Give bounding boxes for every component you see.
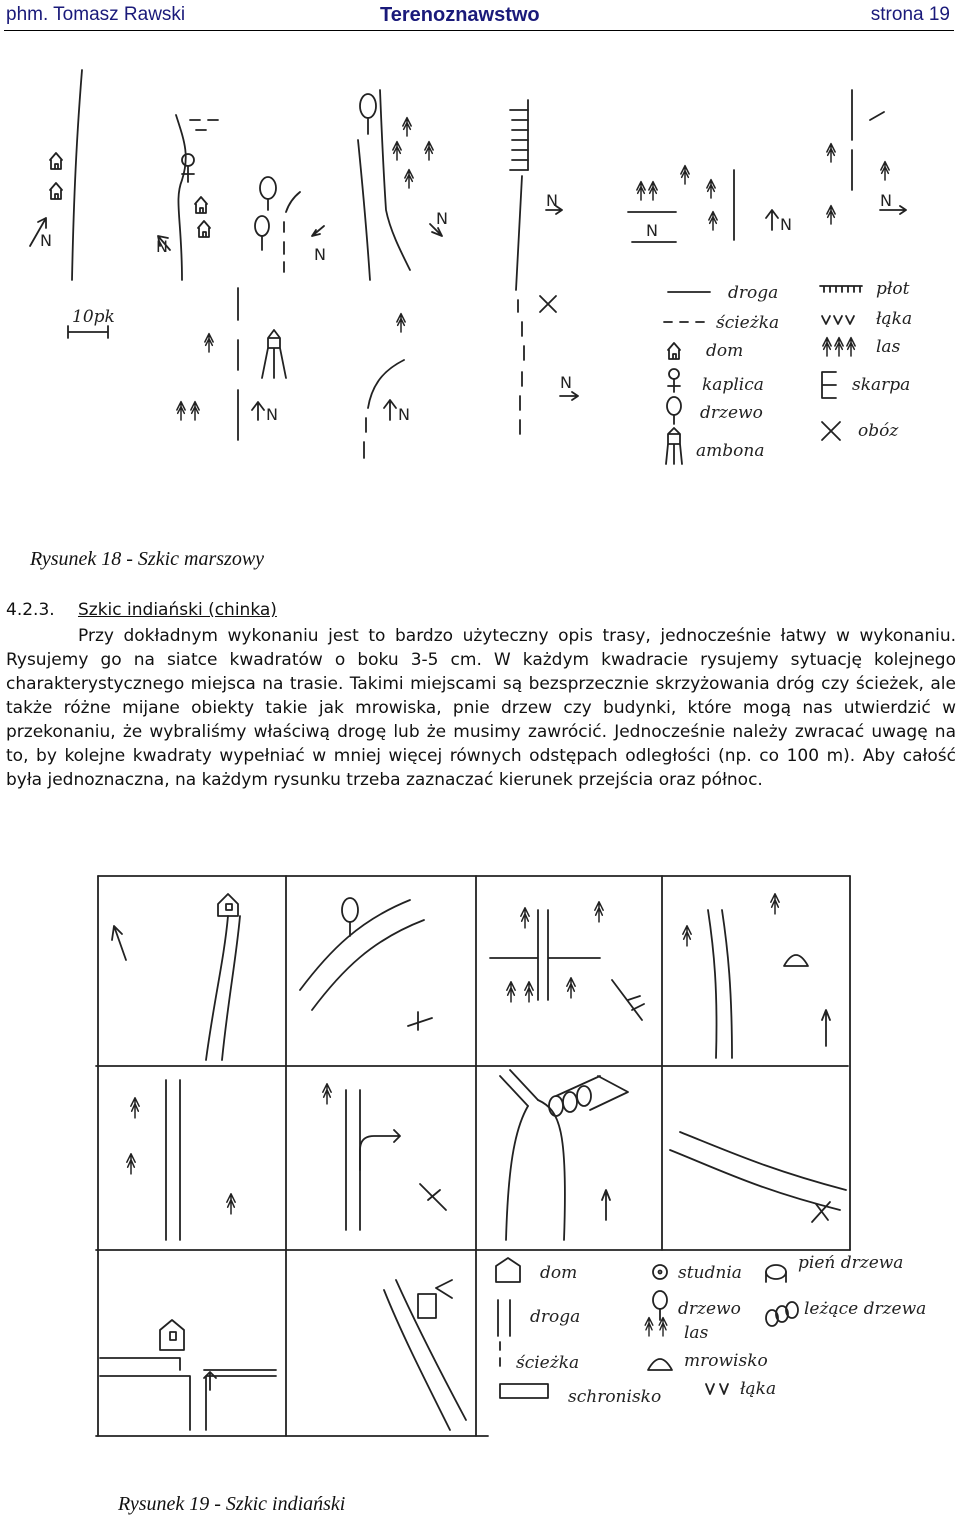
- legend-label: las: [876, 337, 901, 357]
- figure-19-legend: [496, 1253, 926, 1407]
- legend-label: pień drzewa: [798, 1253, 904, 1273]
- legend-label: droga: [530, 1307, 581, 1327]
- grid-cell-9: [100, 1320, 276, 1430]
- grid-cell-6: [323, 1084, 446, 1230]
- house-icon: [668, 343, 680, 359]
- north-label: N: [398, 405, 410, 424]
- north-label: N: [266, 405, 278, 424]
- grid-cell-4: [683, 894, 830, 1058]
- shelter-icon: [500, 1384, 548, 1398]
- hunting-stand-icon: [666, 428, 682, 464]
- well-icon: [653, 1265, 667, 1279]
- legend-label: las: [684, 1323, 709, 1343]
- tree-icon: [653, 1291, 667, 1320]
- grid-cell-5: [127, 1080, 235, 1240]
- legend-label: skarpa: [852, 375, 911, 395]
- grid-cell-8: [670, 1132, 846, 1222]
- legend-label: kaplica: [702, 375, 764, 395]
- march-sketch-panel-5: [510, 100, 562, 290]
- figure-18-march-sketch: [0, 60, 960, 500]
- legend-label: schronisko: [568, 1387, 662, 1407]
- escarpment-icon: [822, 372, 836, 398]
- page-header: [0, 0, 960, 34]
- march-sketch-panel-7: [827, 90, 906, 224]
- legend-label: studnia: [678, 1263, 742, 1283]
- stump-icon: [766, 1265, 786, 1282]
- header-author: phm. Tomasz Rawski: [6, 4, 186, 25]
- legend-label: obóz: [858, 421, 899, 441]
- header-rule: [4, 30, 954, 31]
- house-icon: [50, 153, 62, 169]
- grid-cell-7: [500, 1070, 628, 1240]
- section-number: 4.2.3.: [6, 600, 55, 620]
- house-icon: [50, 183, 62, 199]
- legend-label: łąka: [876, 309, 913, 329]
- march-sketch-panel-9: [262, 314, 410, 458]
- fence-icon: [820, 286, 862, 292]
- legend-label: ścieżka: [716, 313, 780, 333]
- tree-icon: [667, 397, 681, 424]
- north-label: N: [40, 231, 52, 250]
- legend-label: ścieżka: [516, 1353, 580, 1373]
- north-label: N: [546, 191, 558, 210]
- house-icon: [496, 1258, 520, 1282]
- meadow-icon: [706, 1384, 728, 1394]
- logs-icon: [766, 1302, 798, 1326]
- road-icon: [498, 1300, 510, 1336]
- grid-cell-3: [490, 902, 644, 1020]
- camp-icon: [822, 422, 840, 440]
- meadow-icon: [822, 316, 854, 324]
- march-sketch-panel-10: [518, 296, 578, 434]
- tree-icon: [260, 177, 276, 199]
- march-sketch-panel-2: [156, 115, 218, 280]
- march-sketch-panel-6: [628, 166, 792, 242]
- legend-label: łąka: [740, 1379, 777, 1399]
- forest-icon: [645, 1318, 667, 1336]
- legend-label: ambona: [696, 441, 765, 461]
- forest-icon: [823, 338, 855, 356]
- legend-label: droga: [728, 283, 779, 303]
- section-4-2-3: [6, 598, 956, 792]
- header-page-number: strona 19: [870, 4, 950, 25]
- section-heading: [6, 598, 956, 622]
- scale-label: 10pk: [72, 307, 115, 327]
- scale-bar: [68, 307, 115, 338]
- figure-18-caption: Rysunek 18 - Szkic marszowy: [30, 548, 265, 570]
- anthill-icon: [648, 1359, 672, 1370]
- march-sketch-panel-3: [255, 177, 326, 272]
- legend-label: mrowisko: [684, 1351, 768, 1371]
- section-body: Przy dokładnym wykonaniu jest to bardzo użyteczny opis trasy, jednocześnie łatwy w wykonaniu. Rysujemy go na siatce kwadratów o boku 3-5 cm. W każdym kwadracie rysujemy sytuację kolejnego charakterystycznego miejsca na trasie. Takimi miejscami są bezsprzecznie skrzyżowania dróg czy ścieżek, ale także różne mijane obiekty takie jak mrowiska, pnie drzew czy budynki, które mogą nas utwierdzić w przekonaniu, że wybraliśmy właściwą drogę lub że musimy zawrócić. Jednocześnie należy zwracać uwagę na to, by kolejne kwadraty wypełniać w mniej więcej równych odstępach odległości (np. co 100 m). Aby całość była jednoznaczna, na każdym rysunku trzeba zaznaczać kierunek przejścia oraz północ.: [6, 626, 956, 790]
- north-label: N: [560, 373, 572, 392]
- grid-cell-1: [112, 894, 240, 1060]
- north-label: N: [780, 215, 792, 234]
- north-label: N: [156, 237, 168, 256]
- grid-cell-2: [300, 898, 432, 1030]
- section-title: Szkic indiański (chinka): [78, 600, 277, 620]
- legend-label: leżące drzewa: [804, 1299, 927, 1319]
- header-title: Terenoznawstwo: [380, 4, 540, 26]
- house-icon: [198, 221, 210, 237]
- march-sketch-panel-1: [30, 70, 82, 280]
- logs-icon: [549, 1076, 628, 1116]
- figure-19-caption: Rysunek 19 - Szkic indiański: [118, 1493, 346, 1515]
- house-icon: [195, 197, 207, 213]
- north-label: N: [646, 221, 658, 240]
- march-sketch-panel-8: [177, 288, 278, 440]
- legend-label: płot: [876, 279, 910, 299]
- legend-label: dom: [706, 341, 744, 361]
- march-sketch-panel-4: [358, 90, 448, 280]
- grid-cell-10: [384, 1280, 466, 1430]
- north-label: N: [436, 209, 448, 228]
- anthill-icon: [784, 955, 808, 966]
- north-label: N: [880, 191, 892, 210]
- figure-18-legend: [664, 279, 912, 464]
- legend-label: dom: [540, 1263, 578, 1283]
- north-label: N: [314, 245, 326, 264]
- chapel-icon: [668, 369, 680, 392]
- legend-label: drzewo: [678, 1299, 741, 1319]
- legend-label: drzewo: [700, 403, 763, 423]
- figure-19-indian-sketch: [0, 870, 960, 1470]
